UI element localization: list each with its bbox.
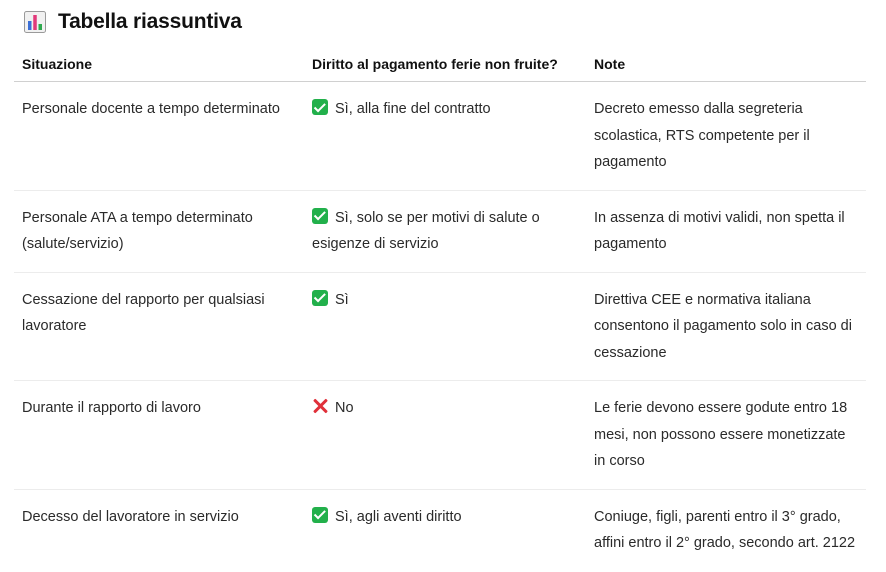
cell-right: [304, 190, 586, 272]
cell-right-text: Sì, solo se per motivi di salute o esigenze di servizio: [312, 209, 540, 252]
table-row: [14, 489, 866, 559]
check-mark-icon: [312, 290, 328, 306]
cell-situation: Personale docente a tempo determinato: [14, 82, 304, 191]
cell-situation: Durante il rapporto di lavoro: [14, 381, 304, 490]
cell-right-text: Sì, alla fine del contratto: [335, 101, 491, 117]
section-title: Tabella riassuntiva: [58, 10, 242, 33]
cell-right: [304, 82, 586, 191]
table-row: [14, 381, 866, 490]
table-row: [14, 190, 866, 272]
cell-situation: Cessazione del rapporto per qualsiasi lavoratore: [14, 272, 304, 381]
bar-chart-icon: [24, 11, 46, 33]
section-heading: [24, 8, 242, 36]
summary-table: [14, 52, 866, 559]
cell-right: [304, 381, 586, 490]
column-header-note: Note: [586, 52, 866, 82]
check-mark-icon: [312, 507, 328, 523]
check-mark-icon: [312, 208, 328, 224]
table-header-row: [14, 52, 866, 82]
cell-note: Coniuge, figli, parenti entro il 3° grado, affini entro il 2° grado, secondo art. 2122: [594, 508, 856, 551]
cell-note: In assenza di motivi validi, non spetta il pagamento: [586, 190, 866, 272]
cell-right-text: Sì: [335, 291, 349, 308]
cell-right: [304, 272, 586, 381]
cell-note: Direttiva CEE e normativa italiana consentono il pagamento solo in caso di cessazione: [586, 272, 866, 381]
table-row: [14, 272, 866, 381]
cell-right-text: No: [335, 400, 354, 416]
cell-right: [304, 489, 586, 559]
cross-mark-icon: [312, 398, 328, 414]
cell-right-text: Sì, agli aventi diritto: [335, 508, 462, 525]
cell-note: Decreto emesso dalla segreteria scolastica, RTS competente per il pagamento: [586, 82, 866, 191]
cell-situation: Personale ATA a tempo determinato (salute/servizio): [14, 190, 304, 272]
column-header-situation: Situazione: [14, 52, 304, 82]
table-row: [14, 82, 866, 191]
cell-note: Le ferie devono essere godute entro 18 mesi, non possono essere monetizzate in corso: [586, 381, 866, 490]
column-header-right: Diritto al pagamento ferie non fruite?: [304, 52, 586, 82]
cell-situation: Decesso del lavoratore in servizio: [22, 508, 239, 525]
check-mark-icon: [312, 99, 328, 115]
